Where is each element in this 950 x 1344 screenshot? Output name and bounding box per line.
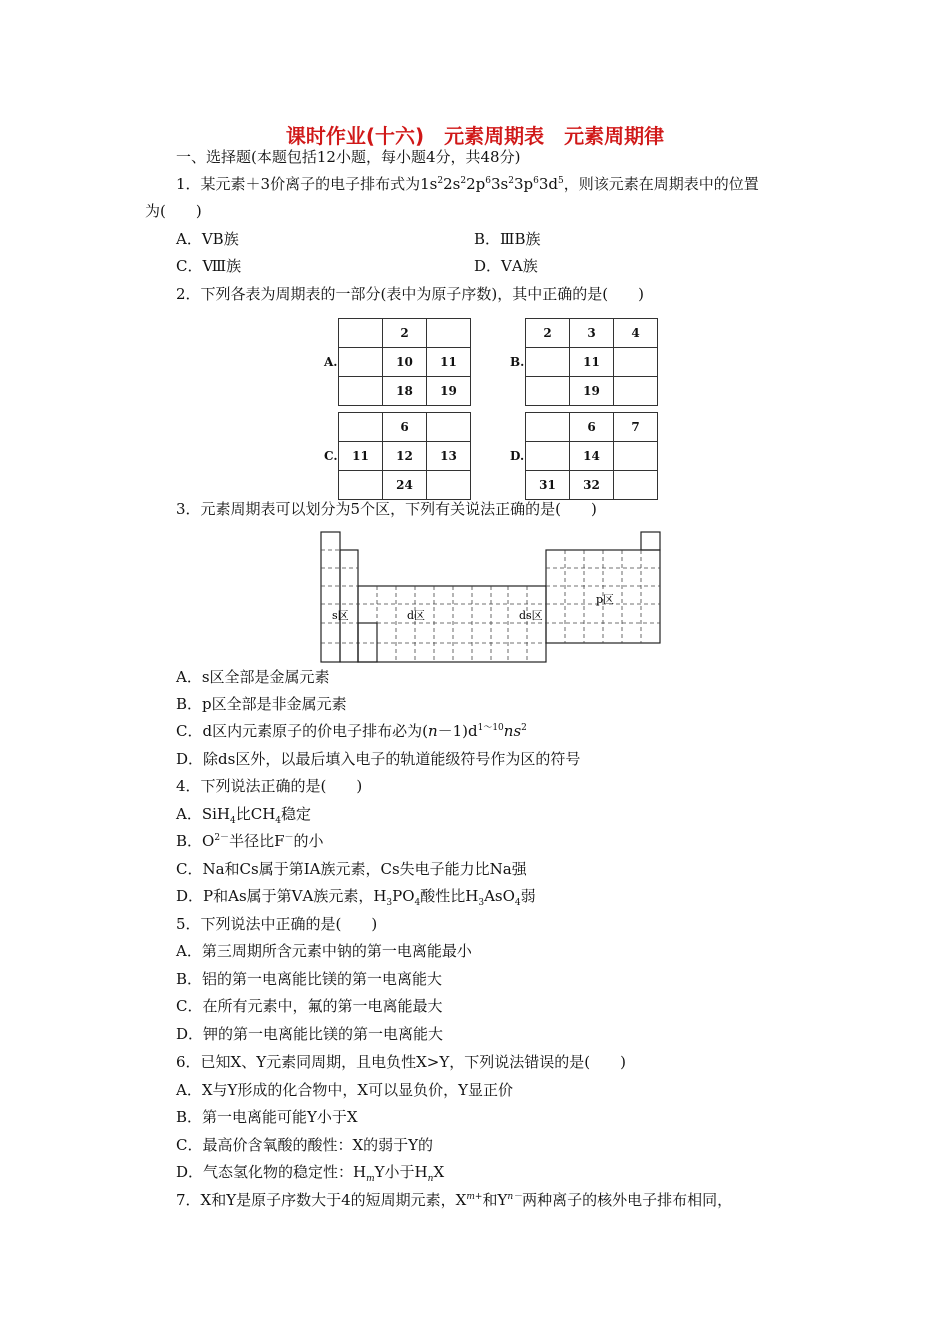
- cell: [427, 319, 471, 348]
- zone-s-label: s区: [332, 609, 349, 622]
- cell: 14: [570, 442, 614, 471]
- question-1-stem-cont: 为( ): [145, 202, 202, 220]
- text: n: [427, 722, 438, 740]
- cell: 24: [383, 471, 427, 500]
- question-2-stem: 2．下列各表为周期表的一部分(表中为原子序数)，其中正确的是( ): [176, 285, 644, 303]
- cell: [614, 442, 658, 471]
- text: 酸性比H: [420, 887, 479, 905]
- q6-option-a: A．X与Y形成的化合物中，X可以显负价，Y显正价: [176, 1081, 513, 1099]
- text: 4: [414, 898, 421, 908]
- q5-option-b: B．铝的第一电离能比镁的第一电离能大: [176, 970, 443, 988]
- q4-option-b: [176, 831, 324, 851]
- question-6-stem: 6．已知X、Y元素同周期，且电负性X>Y，下列说法错误的是( ): [176, 1053, 626, 1071]
- cell: [427, 471, 471, 500]
- question-3-stem: 3．元素周期表可以划分为5个区，下列有关说法正确的是( ): [176, 500, 597, 518]
- cell: 6: [570, 413, 614, 442]
- cell: [339, 377, 383, 406]
- q6-option-c: C．最高价含氧酸的酸性：X的弱于Y的: [176, 1136, 434, 1154]
- q5-option-d: D．钾的第一电离能比镁的第一电离能大: [176, 1025, 444, 1043]
- cell: [614, 348, 658, 377]
- period-table-c: [338, 412, 471, 500]
- text: 稳定: [281, 805, 312, 823]
- cell: 12: [383, 442, 427, 471]
- period-table-d: [525, 412, 658, 500]
- q3-option-b: B．p区全部是非金属元素: [176, 695, 347, 713]
- cell: [339, 471, 383, 500]
- table-b-label: B.: [510, 355, 525, 369]
- text: AsO: [484, 887, 515, 905]
- cell: [339, 319, 383, 348]
- cell: [526, 348, 570, 377]
- cell: 19: [570, 377, 614, 406]
- cell: 19: [427, 377, 471, 406]
- cell: 31: [526, 471, 570, 500]
- cell: 11: [339, 442, 383, 471]
- text: C．d区内元素原子的价电子排布必为(: [176, 722, 428, 740]
- text: n: [427, 1174, 434, 1184]
- cell: [427, 413, 471, 442]
- q4-option-c: C．Na和Cs属于第ⅠA族元素，Cs失电子能力比Na强: [176, 860, 527, 878]
- q3-option-c: [176, 721, 527, 741]
- cell: 2: [383, 319, 427, 348]
- text: 7．X和Y是原子序数大于4的短周期元素，X: [176, 1191, 467, 1209]
- cell: [526, 442, 570, 471]
- q4-option-d: [176, 886, 536, 906]
- cell: [526, 377, 570, 406]
- zone-p-label: p区: [596, 593, 615, 606]
- table-d-label: D.: [510, 449, 525, 463]
- text: 2－: [214, 833, 230, 843]
- q6-option-b: B．第一电离能可能Y小于X: [176, 1108, 358, 1126]
- text: 和Y: [482, 1191, 508, 1209]
- zone-ds-label: ds区: [519, 609, 543, 622]
- text: A．SiH: [176, 805, 230, 823]
- text: 的小: [293, 832, 324, 850]
- section-heading: 一、选择题(本题包括12小题，每小题4分，共48分): [176, 148, 521, 166]
- periodic-table-blocks-diagram: [320, 531, 662, 663]
- question-4-stem: 4．下列说法正确的是( ): [176, 777, 363, 795]
- cell: 6: [383, 413, 427, 442]
- period-table-b: [525, 318, 658, 406]
- q1-option-c: C．Ⅷ族: [176, 257, 242, 275]
- text: n－: [507, 1192, 523, 1202]
- text: －: [284, 833, 294, 843]
- cell: 4: [614, 319, 658, 348]
- cell: [526, 413, 570, 442]
- period-table-a: [338, 318, 471, 406]
- text: m+: [466, 1192, 483, 1202]
- text: 4: [275, 816, 282, 826]
- text: 比CH: [235, 805, 276, 823]
- cell: 11: [427, 348, 471, 377]
- q5-option-a: A．第三周期所含元素中钠的第一电离能最小: [176, 942, 472, 960]
- cell: 2: [526, 319, 570, 348]
- q4-option-a: [176, 804, 311, 824]
- cell: 3: [570, 319, 614, 348]
- q3-option-a: A．s区全部是金属元素: [176, 668, 330, 686]
- cell: 13: [427, 442, 471, 471]
- q1-option-d: D．ⅤA族: [474, 257, 538, 275]
- question-5-stem: 5．下列说法中正确的是( ): [176, 915, 378, 933]
- cell: 18: [383, 377, 427, 406]
- cell: [339, 348, 383, 377]
- text: 1～10: [477, 723, 504, 733]
- cell: 7: [614, 413, 658, 442]
- text: ns: [503, 722, 522, 740]
- text: D．P和As属于第ⅤA族元素，H: [176, 887, 387, 905]
- cell: [614, 377, 658, 406]
- q3-option-d: D．除ds区外，以最后填入电子的轨道能级符号作为区的符号: [176, 750, 581, 768]
- text: －1)d: [437, 722, 478, 740]
- text: B．O: [176, 832, 215, 850]
- table-a-label: A.: [324, 355, 338, 369]
- q1-stem-text: 1．某元素＋3价离子的电子排布式为1s: [176, 175, 438, 193]
- q5-option-c: C．在所有元素中，氟的第一电离能最大: [176, 997, 443, 1015]
- question-7-stem: [176, 1190, 732, 1210]
- text: Y小于H: [374, 1163, 428, 1181]
- page-title: 课时作业(十六) 元素周期表 元素周期律: [285, 124, 665, 148]
- q6-option-d: [176, 1162, 444, 1182]
- question-1-stem: 1．某元素＋3价离子的电子排布式为$1s^22s^22p^63s^23p^63d^5$，则该元素在周期表中的位置: [176, 175, 759, 193]
- cell: 10: [383, 348, 427, 377]
- text: 3: [386, 898, 393, 908]
- text: 3: [478, 898, 485, 908]
- text: X: [433, 1163, 445, 1181]
- cell: [339, 413, 383, 442]
- text: 半径比F: [229, 832, 285, 850]
- text: 4: [514, 898, 521, 908]
- zone-d-label: d区: [407, 609, 426, 622]
- text: 弱: [520, 887, 536, 905]
- q1-option-b: B．ⅢB族: [474, 230, 541, 248]
- text: PO: [392, 887, 415, 905]
- table-c-label: C.: [324, 449, 338, 463]
- q1-option-a: A．ⅤB族: [176, 230, 239, 248]
- text: 两种离子的核外电子排布相同，: [522, 1191, 733, 1209]
- cell: 32: [570, 471, 614, 500]
- text: 2: [521, 723, 527, 733]
- text: D．气态氢化物的稳定性：H: [176, 1163, 367, 1181]
- cell: [614, 471, 658, 500]
- text: 4: [230, 816, 236, 826]
- text: m: [366, 1174, 375, 1184]
- cell: 11: [570, 348, 614, 377]
